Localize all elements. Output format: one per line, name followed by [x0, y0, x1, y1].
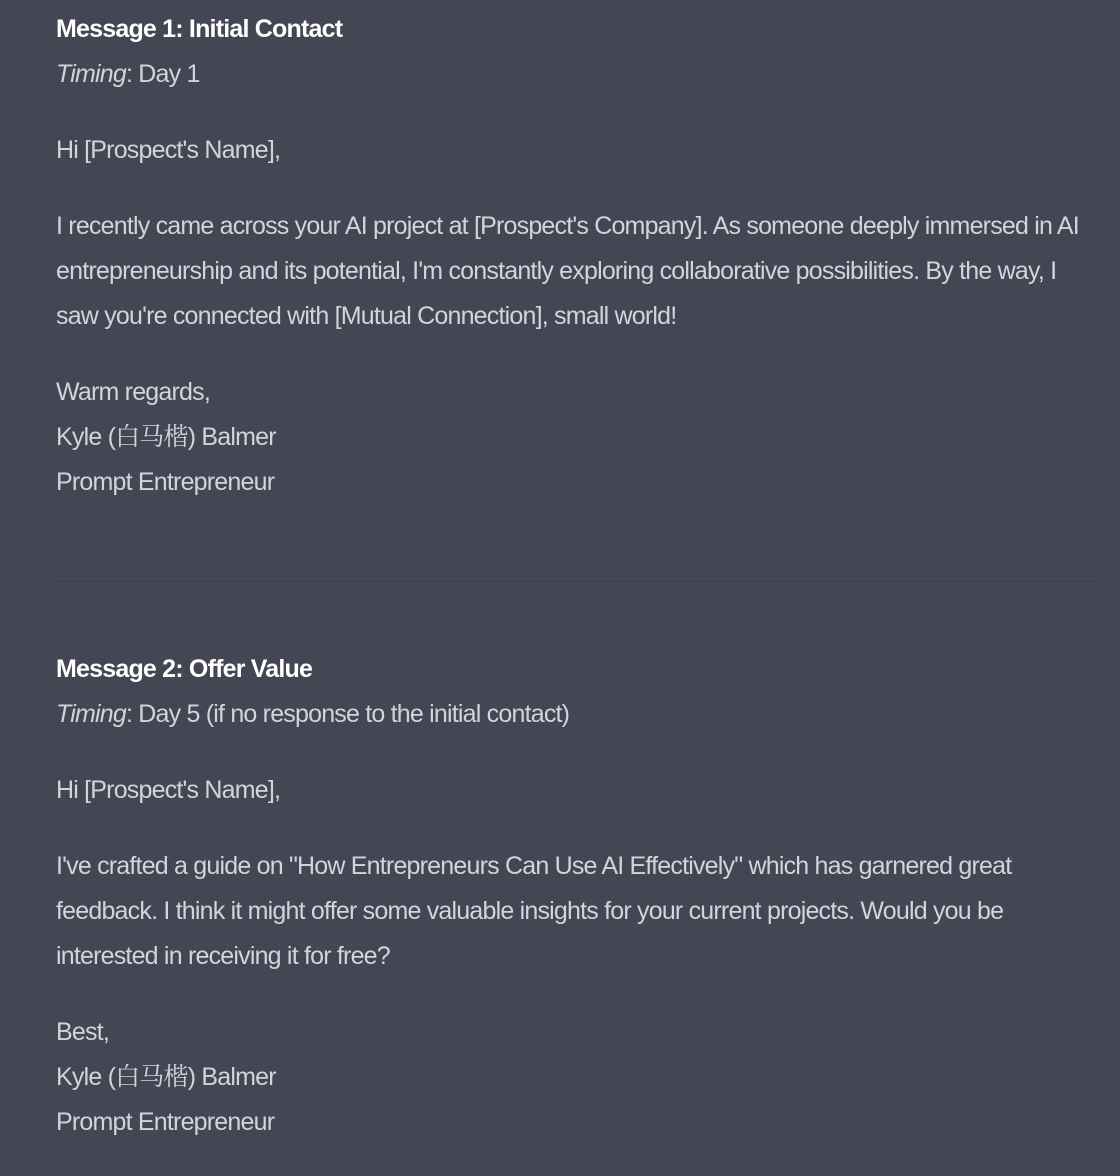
timing-value: : Day 1	[126, 60, 200, 88]
timing-label: Timing	[56, 60, 126, 88]
timing-value: : Day 5 (if no response to the initial contact)	[126, 700, 570, 728]
signature-name: Kyle (白马楷) Balmer	[56, 423, 276, 451]
closing-line: Warm regards,	[56, 378, 210, 406]
signature-company: Prompt Entrepreneur	[56, 1108, 275, 1136]
message-2-greeting: Hi [Prospect's Name],	[56, 776, 281, 804]
message-1-body: I recently came across your AI project at [Prospect's Company]. As someone deeply immersed in AI entrepreneurship and its potential, I'm constantly exploring collaborative possibilities. By the way, I saw you're connected with [Mutual Connection], small world!	[56, 212, 1079, 330]
message-2-body: I've crafted a guide on "How Entrepreneurs Can Use AI Effectively" which has garnered great feedback. I think it might offer some valuable insights for your current projects. Would you be interested in receiving it for free?	[56, 852, 1012, 970]
message-2-header	[56, 647, 1101, 737]
signature-name: Kyle (白马楷) Balmer	[56, 1063, 276, 1091]
closing-line: Best,	[56, 1018, 109, 1046]
signature-company: Prompt Entrepreneur	[56, 468, 275, 496]
message-2-title: Message 2: Offer Value	[56, 655, 313, 683]
message-1-signature	[56, 370, 1101, 505]
message-1-title: Message 1: Initial Contact	[56, 15, 343, 43]
timing-label: Timing	[56, 700, 126, 728]
message-2-timing-line	[56, 692, 1101, 737]
message-block-2	[56, 647, 1101, 1176]
message-1-greeting: Hi [Prospect's Name],	[56, 136, 281, 164]
message-2-signature	[56, 1010, 1101, 1145]
message-1-timing-line	[56, 52, 1101, 97]
message-block-1	[56, 7, 1101, 536]
message-1-header	[56, 7, 1101, 97]
message-divider	[56, 581, 1101, 582]
